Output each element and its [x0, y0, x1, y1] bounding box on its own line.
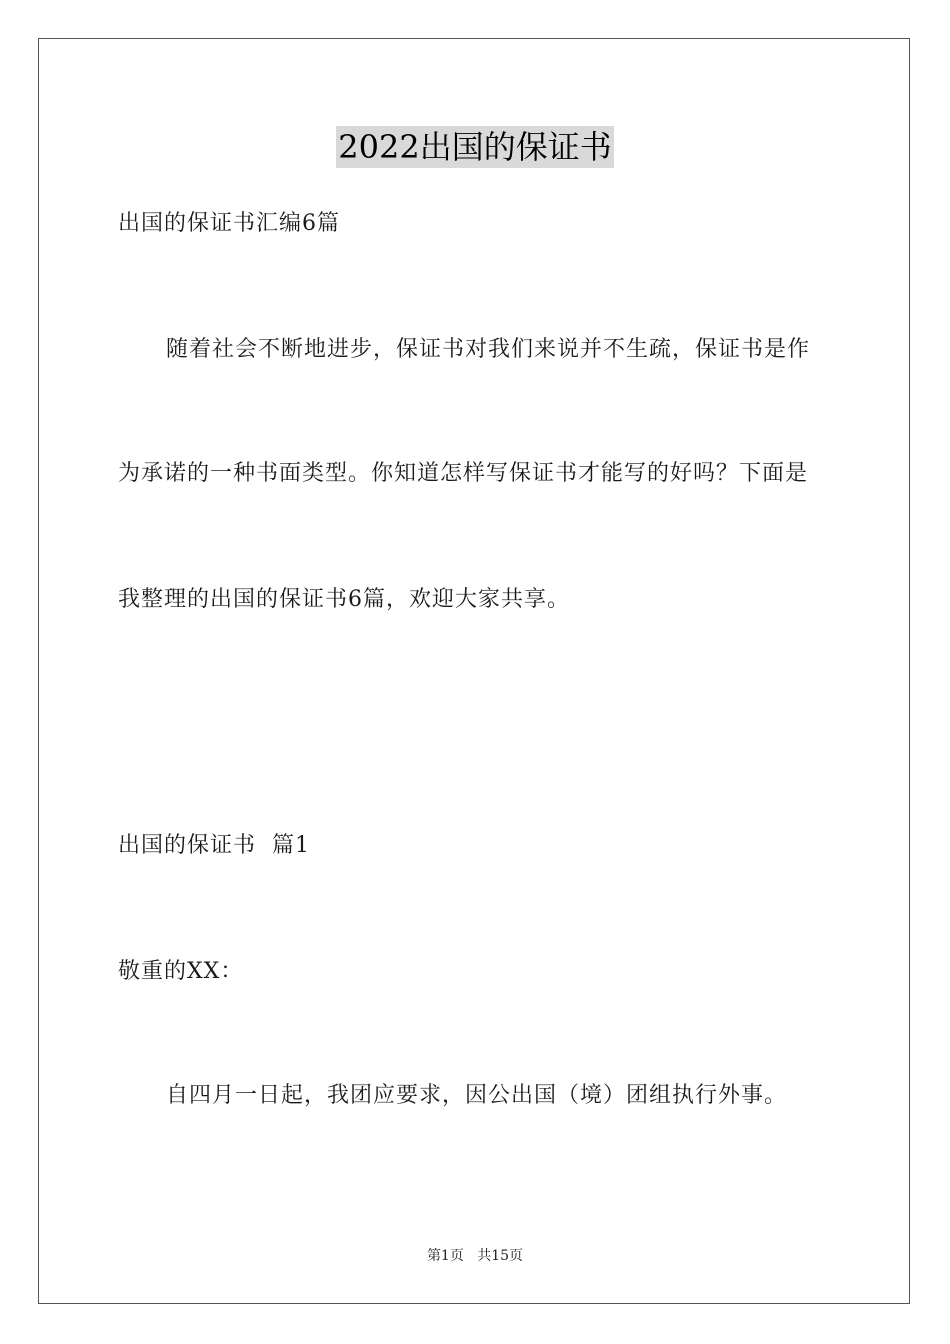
page-number: 第1页 [426, 1248, 464, 1264]
total-pages: 共15页 [477, 1248, 524, 1264]
salutation: 敬重的XX： [118, 959, 244, 984]
body-paragraph-line: 自四月一日起，我团应要求，因公出国（境）团组执行外事。 [166, 1083, 788, 1108]
section-heading: 出国的保证书 篇1 [118, 833, 310, 858]
intro-line-1: 随着社会不断地进步，保证书对我们来说并不生疏，保证书是作 [166, 337, 811, 362]
document-subtitle: 出国的保证书汇编6篇 [118, 211, 340, 236]
intro-line-2: 为承诺的一种书面类型。你知道怎样写保证书才能写的好吗？下面是 [118, 461, 809, 486]
page-footer [0, 1247, 950, 1265]
document-title: 2022出国的保证书 [338, 128, 612, 166]
intro-line-3: 我整理的出国的保证书6篇，欢迎大家共享。 [118, 587, 570, 612]
title-container [0, 126, 950, 168]
